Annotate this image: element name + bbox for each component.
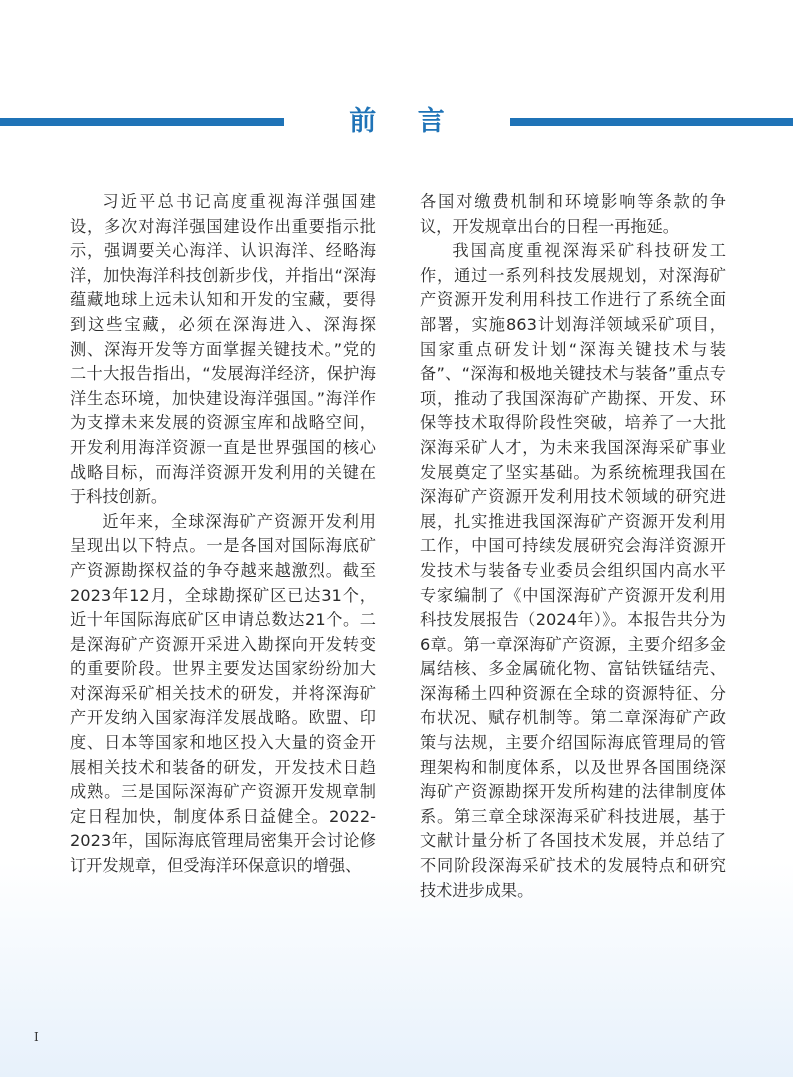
- paragraph-2-continued: 各国对缴费机制和环境影响等条款的争议，开发规章出台的日程一再拖延。: [420, 192, 726, 236]
- paragraph-3: 我国高度重视深海采矿科技研发工作，通过一系列科技发展规划，对深海矿产资源开发利用科技工作进行了系统全面部署，实施863计划海洋领域采矿项目，国家重点研发计划“深海关键技术与装备”、“深海和极地关键技术与装备”重点专项，推动了我国深海矿产勘探、开发、环保等技术取得阶段性突破，培养了一大批深海采矿人才，为未来我国深海采矿事业发展奠定了坚实基础。为系统梳理我国在深海矿产资源开发利用技术领域的研究进展，扎实推进我国深海矿产资源开发利用工作，中国可持续发展研究会海洋资源开发技术与装备专业委员会组织国内高水平专家编制了《中国深海矿产资源开发利用科技发展报告（2024年）》。本报告共分为6章。第一章深海矿产资源，主要介绍多金属结核、多金属硫化物、富钴铁锰结壳、深海稀土四种资源在全球的资源特征、分布状况、赋存机制等。第二章深海矿产政策与法规，主要介绍国际海底管理局的管理架构和制度体系，以及世界各国围绕深海矿产资源勘探开发所构建的法律制度体系。第三章全球深海采矿科技进展，基于文献计量分析了各国技术发展，并总结了不同阶段深海采矿技术的发展特点和研究技术进步成果。: [420, 241, 726, 900]
- page-title: 前 言: [349, 106, 461, 137]
- left-text-column: [70, 190, 376, 879]
- right-text-column: [420, 190, 726, 903]
- page-number: I: [34, 1030, 39, 1044]
- title-rule-left: [0, 118, 284, 126]
- title-rule-right: [510, 118, 793, 126]
- paragraph-2-start: 近年来，全球深海矿产资源开发利用呈现出以下特点。一是各国对国际海底矿产资源勘探权益的争夺越来越激烈。截至2023年12月，全球勘探矿区已达31个，近十年国际海底矿区申请总数达21个。二是深海矿产资源开采进入勘探向开发转变的重要阶段。世界主要发达国家纷纷加大对深海采矿相关技术的研发，并将深海矿产开发纳入国家海洋发展战略。欧盟、印度、日本等国家和地区投入大量的资金开展相关技术和装备的研发，开发技术日趋成熟。三是国际深海矿产资源开发规章制定日程加快，制度体系日益健全。2022-2023年，国际海底管理局密集开会讨论修订开发规章，但受海洋环保意识的增强、: [70, 511, 376, 876]
- paragraph-1: 习近平总书记高度重视海洋强国建设，多次对海洋强国建设作出重要指示批示，强调要关心海洋、认识海洋、经略海洋，加快海洋科技创新步伐，并指出“深海蕴藏地球上远未认知和开发的宝藏，要得到这些宝藏，必须在深海进入、深海探测、深海开发等方面掌握关键技术。”党的二十大报告指出，“发展海洋经济，保护海洋生态环境，加快建设海洋强国。”海洋作为支撑未来发展的资源宝库和战略空间，开发利用海洋资源一直是世界强国的核心战略目标，而海洋资源开发利用的关键在于科技创新。: [70, 192, 376, 507]
